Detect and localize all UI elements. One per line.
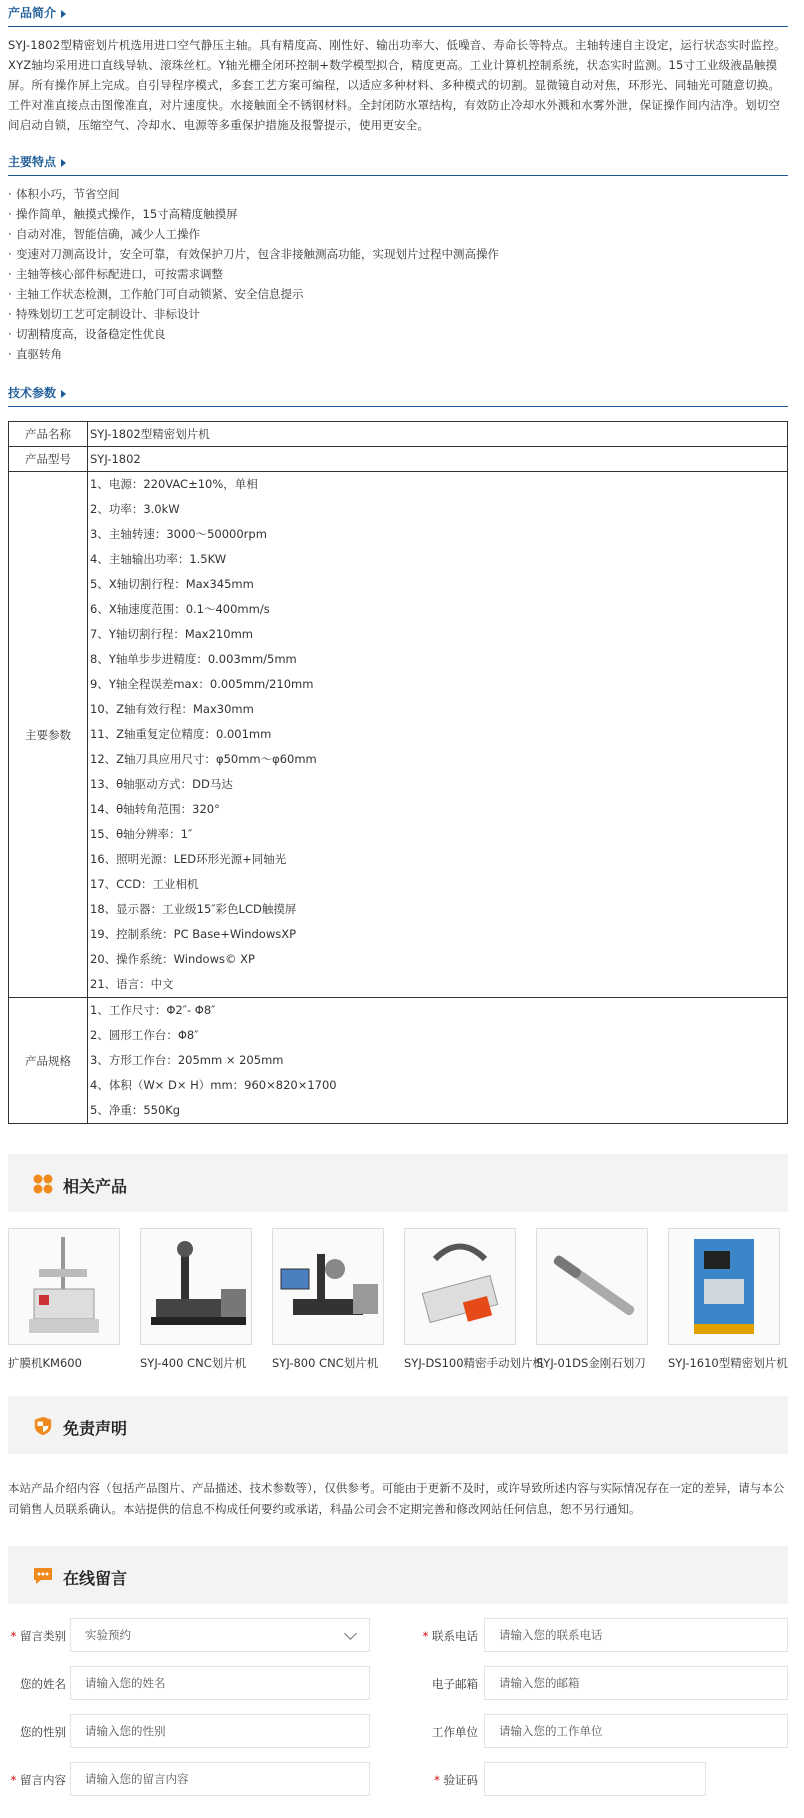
select-value: 实验预约 — [85, 1628, 131, 1642]
email-input[interactable]: 请输入您的邮箱 — [484, 1666, 788, 1700]
product-name[interactable]: SYJ-01DS金刚石划刀 — [536, 1356, 646, 1370]
spec-line: 19、控制系统：PC Base+WindowsXP — [90, 927, 297, 941]
arrow-right-icon — [61, 10, 66, 18]
spec-line: 1、工作尺寸：Φ2″- Φ8″ — [90, 1003, 216, 1017]
product-image[interactable] — [668, 1228, 780, 1345]
field-label: 留言类别 — [20, 1629, 66, 1643]
list-item: · 变速对刀测高设计，安全可靠，有效保护刀片，包含非接触测高功能，实现划片过程中测高操作 — [8, 244, 788, 264]
specs-section-title — [8, 380, 788, 407]
content-label — [8, 1772, 66, 1788]
required-mark: * — [434, 1773, 440, 1787]
spec-line: 10、Z轴有效行程：Max30mm — [90, 702, 254, 716]
product-image[interactable] — [272, 1228, 384, 1345]
related-products-header — [8, 1154, 788, 1212]
features-section-title — [8, 149, 788, 176]
product-card[interactable] — [8, 1228, 120, 1371]
company-label: 工作单位 — [432, 1725, 478, 1739]
required-mark: * — [10, 1629, 17, 1643]
list-item: · 直驱转角 — [8, 344, 788, 364]
arrow-right-icon — [61, 390, 66, 398]
shield-icon — [32, 1416, 54, 1436]
spec-line: 17、CCD：工业相机 — [90, 877, 199, 891]
spec-value — [88, 472, 788, 998]
spec-line: 12、Z轴刀具应用尺寸：φ50mm～φ60mm — [90, 752, 317, 766]
product-name[interactable]: SYJ-DS100精密手动划片机 — [404, 1356, 545, 1370]
form-row — [8, 1618, 788, 1654]
gender-input[interactable]: 请输入您的性别 — [70, 1714, 370, 1748]
captcha-label — [420, 1772, 478, 1788]
related-products — [8, 1228, 788, 1378]
chat-icon — [32, 1566, 54, 1586]
spec-line: 3、方形工作台：205mm × 205mm — [90, 1053, 284, 1067]
product-image[interactable] — [536, 1228, 648, 1345]
spec-line: 5、X轴切割行程：Max345mm — [90, 577, 254, 591]
intro-title: 产品简介 — [8, 6, 57, 20]
spec-line: 8、Y轴单步步进精度：0.003mm/5mm — [90, 652, 297, 666]
disclaimer-text: 本站产品介绍内容（包括产品图片、产品描述、技术参数等），仅供参考。可能由于更新不及时，或许导致所述内容与实际情况存在一定的差异，请与本公司销售人员联系确认。本站提供的信息不构成任何要约或承诺，科晶公司会不定期完善和修改网站任何信息，恕不另行通知。 — [8, 1481, 785, 1516]
spec-line: 16、照明光源：LED环形光源+同轴光 — [90, 852, 287, 866]
product-image[interactable] — [8, 1228, 120, 1345]
product-card[interactable] — [668, 1228, 788, 1371]
spec-line: 21、语言：中文 — [90, 977, 174, 991]
spec-key: 产品规格 — [9, 998, 88, 1124]
spec-table — [8, 421, 788, 1124]
list-item: · 自动对准，智能信确，减少人工操作 — [8, 224, 788, 244]
spec-value: SYJ-1802 — [88, 447, 788, 472]
table-row — [9, 472, 788, 998]
spec-line: 9、Y轴全程误差max：0.005mm/210mm — [90, 677, 314, 691]
list-item: · 操作简单，触摸式操作，15寸高精度触摸屏 — [8, 204, 788, 224]
table-row — [9, 447, 788, 472]
field-label: 联系电话 — [432, 1629, 478, 1643]
disclaimer-title: 免责声明 — [63, 1419, 128, 1438]
category-select[interactable] — [70, 1618, 370, 1652]
product-card[interactable] — [272, 1228, 384, 1371]
arrow-right-icon — [61, 159, 66, 167]
spec-key: 产品型号 — [9, 447, 88, 472]
product-name[interactable]: SYJ-1610型精密划片机 — [668, 1356, 788, 1370]
spec-key: 产品名称 — [9, 422, 88, 447]
spec-line: 13、θ轴驱动方式：DD马达 — [90, 777, 233, 791]
product-name[interactable]: 扩膜机KM600 — [8, 1356, 82, 1370]
list-item: · 体积小巧，节省空间 — [8, 184, 788, 204]
spec-line: 7、Y轴切割行程：Max210mm — [90, 627, 253, 641]
spec-line: 6、X轴速度范围：0.1～400mm/s — [90, 602, 270, 616]
spec-line: 2、功率：3.0kW — [90, 502, 180, 516]
content-input[interactable]: 请输入您的留言内容 — [70, 1762, 370, 1796]
gender-label: 您的性别 — [20, 1725, 66, 1739]
name-label: 您的姓名 — [20, 1677, 66, 1691]
email-label: 电子邮箱 — [432, 1677, 478, 1691]
related-title: 相关产品 — [63, 1177, 128, 1196]
features-list — [8, 184, 788, 364]
chevron-down-icon — [344, 1627, 357, 1640]
spec-line: 15、θ轴分辨率：1″ — [90, 827, 193, 841]
product-name[interactable]: SYJ-800 CNC划片机 — [272, 1356, 379, 1370]
product-image[interactable] — [140, 1228, 252, 1345]
features-title: 主要特点 — [8, 155, 57, 169]
form-row — [8, 1714, 788, 1750]
spec-value: SYJ-1802型精密划片机 — [88, 422, 788, 447]
product-card[interactable] — [404, 1228, 545, 1371]
message-form — [8, 1612, 788, 1812]
spec-line: 5、净重：550Kg — [90, 1103, 181, 1117]
field-label: 留言内容 — [20, 1773, 66, 1787]
product-name[interactable]: SYJ-400 CNC划片机 — [140, 1356, 247, 1370]
spec-line: 1、电源：220VAC±10%，单相 — [90, 477, 258, 491]
list-item: · 特殊划切工艺可定制设计、非标设计 — [8, 304, 788, 324]
list-item: · 切割精度高，设备稳定性优良 — [8, 324, 788, 344]
disclaimer-header — [8, 1396, 788, 1454]
grid-flower-icon — [32, 1174, 54, 1194]
product-image[interactable] — [404, 1228, 516, 1345]
spec-line: 18、显示器：工业级15″彩色LCD触摸屏 — [90, 902, 297, 916]
list-item: · 主轴等核心部件标配进口，可按需求调整 — [8, 264, 788, 284]
message-header — [8, 1546, 788, 1604]
spec-line: 14、θ轴转角范围：320° — [90, 802, 220, 816]
form-row — [8, 1666, 788, 1702]
list-item: · 主轴工作状态检测，工作舱门可自动锁紧、安全信息提示 — [8, 284, 788, 304]
spec-line: 4、体积（W× D× H）mm：960×820×1700 — [90, 1078, 337, 1092]
spec-line: 3、主轴转速：3000～50000rpm — [90, 527, 267, 541]
captcha-input[interactable] — [484, 1762, 706, 1796]
spec-line: 4、主轴输出功率：1.5KW — [90, 552, 227, 566]
specs-title: 技术参数 — [8, 386, 57, 400]
table-row — [9, 422, 788, 447]
form-row — [8, 1762, 788, 1798]
intro-text: SYJ-1802型精密划片机选用进口空气静压主轴。具有精度高、刚性好、输出功率大、低噪音、寿命长等特点。主轴转速自主设定，运行状态实时监控。XYZ轴均采用进口直线导轨、滚珠丝杠。Y轴光栅全闭环控制+数学模型拟合，精度更高。工业计算机控制系统，状态实时监测。15寸工业级液晶触摸屏。所有操作屏上完成。自引导程序模式，多套工艺方案可编程，以适应多种材料、多种模式的切割。显微镜自动对焦，环形光、同轴光可随意切换。工件对准直接点击图像准直，对片速度快。水接触面全不锈钢材料。全封闭防水罩结构，有效防止冷却水外溅和水雾外泄，保证操作间内洁净。划切空间启动自锁，压缩空气、冷却水、电源等多重保护措施及报警提示，使用更安全。 — [8, 38, 786, 132]
company-input[interactable]: 请输入您的工作单位 — [484, 1714, 788, 1748]
name-input[interactable]: 请输入您的姓名 — [70, 1666, 370, 1700]
required-mark: * — [422, 1629, 429, 1643]
spec-key: 主要参数 — [9, 472, 88, 998]
intro-section-title — [8, 0, 788, 27]
message-title: 在线留言 — [63, 1569, 128, 1588]
spec-value — [88, 998, 788, 1124]
product-card[interactable] — [536, 1228, 648, 1371]
phone-input[interactable]: 请输入您的联系电话 — [484, 1618, 788, 1652]
field-label: 验证码 — [443, 1773, 478, 1787]
table-row — [9, 998, 788, 1124]
required-mark: * — [10, 1773, 17, 1787]
spec-line: 2、圆形工作台：Φ8″ — [90, 1028, 199, 1042]
spec-line: 11、Z轴重复定位精度：0.001mm — [90, 727, 272, 741]
phone-label — [420, 1628, 478, 1644]
spec-line: 20、操作系统：Windows© XP — [90, 952, 255, 966]
category-label — [8, 1628, 66, 1644]
product-card[interactable] — [140, 1228, 252, 1371]
